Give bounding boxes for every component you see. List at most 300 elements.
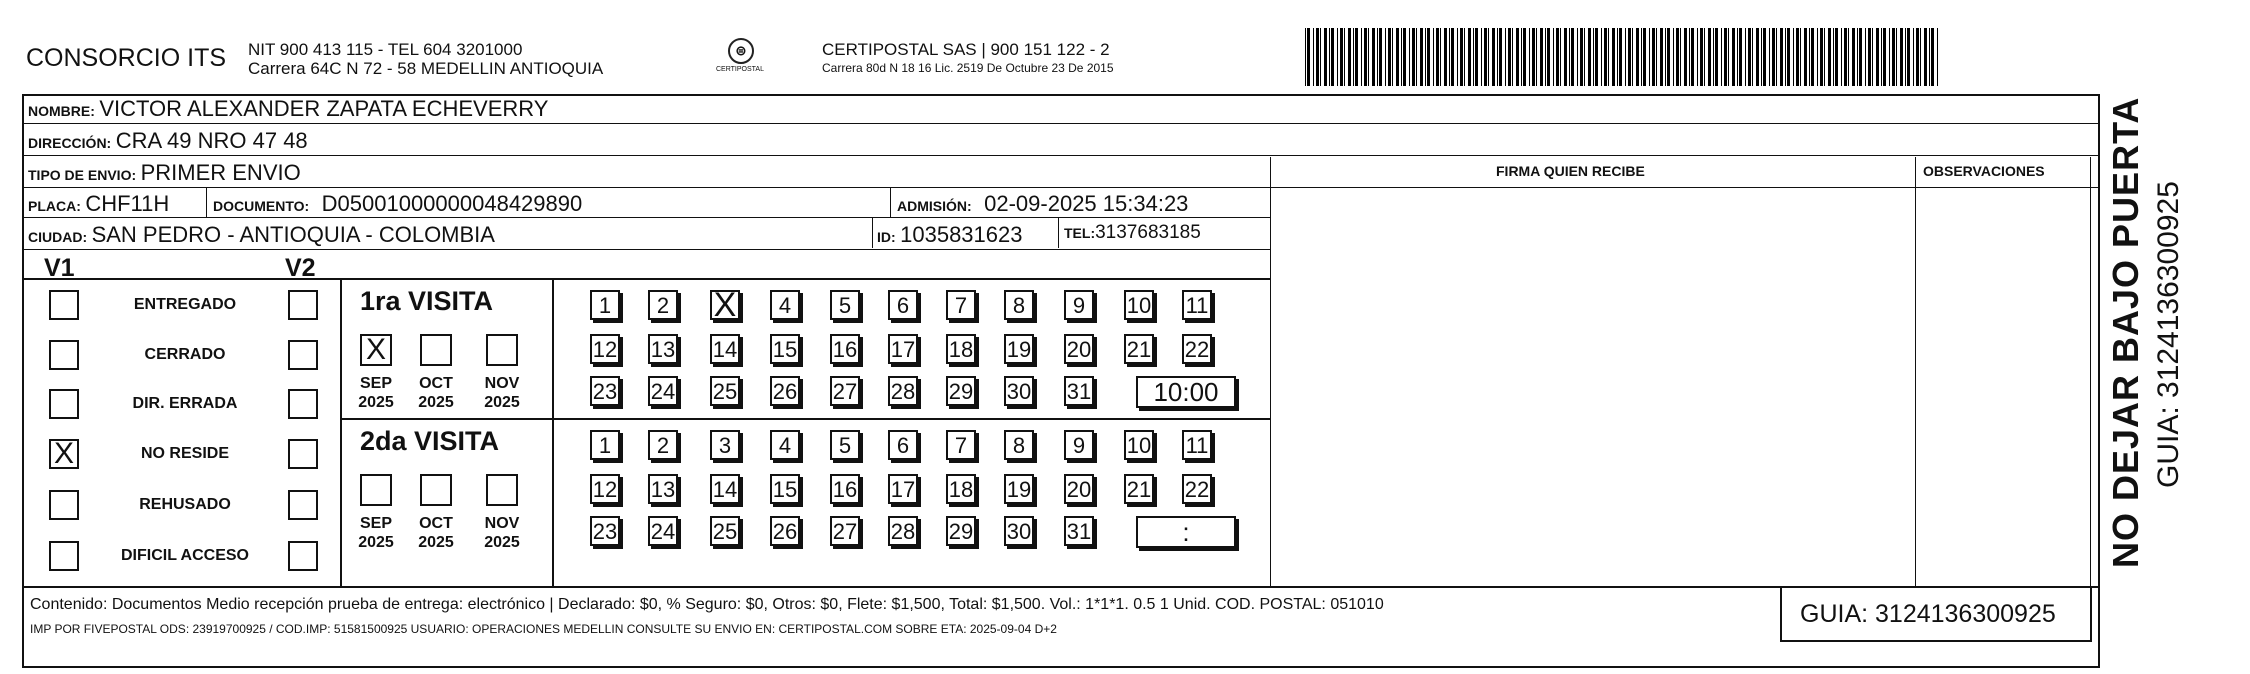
- day-box[interactable]: 10: [1124, 430, 1154, 460]
- month-year: 2025: [484, 534, 520, 551]
- company-info: [248, 40, 603, 78]
- barcode-bar: [1697, 28, 1698, 86]
- day-box[interactable]: 8: [1004, 290, 1034, 320]
- barcode-bar: [1739, 28, 1742, 86]
- barcode-bar: [1868, 28, 1871, 86]
- barcode-bar: [1497, 28, 1498, 86]
- visit-title: 1ra VISITA: [360, 286, 494, 316]
- barcode-bar: [1844, 28, 1847, 86]
- barcode-bar: [1876, 28, 1879, 86]
- month-label: [411, 374, 461, 412]
- day-box[interactable]: 29: [946, 376, 976, 406]
- status-v2-checkbox[interactable]: [288, 389, 318, 419]
- barcode-bar: [1377, 28, 1378, 86]
- day-box[interactable]: 30: [1004, 376, 1034, 406]
- barcode-bar: [1547, 28, 1550, 86]
- barcode-bar: [1516, 28, 1519, 86]
- month-label: [351, 514, 401, 552]
- day-box[interactable]: 8: [1004, 430, 1034, 460]
- day-box[interactable]: 13: [648, 474, 678, 504]
- barcode-bar: [1724, 28, 1727, 86]
- barcode-bar: [1804, 28, 1807, 86]
- ciudad-label: CIUDAD:: [28, 229, 88, 245]
- barcode-bar: [1556, 28, 1559, 86]
- barcode-bar: [1752, 28, 1753, 86]
- barcode-bar: [1523, 28, 1526, 86]
- barcode-bar: [1372, 28, 1375, 86]
- visit-time-field[interactable]: 10:00: [1136, 376, 1236, 408]
- barcode-bar: [1628, 28, 1631, 86]
- barcode-bar: [1881, 28, 1882, 86]
- barcode-bar: [1708, 28, 1711, 86]
- barcode-bar: [1865, 28, 1866, 86]
- day-box[interactable]: 15: [770, 474, 800, 504]
- month-checkbox[interactable]: X: [360, 334, 392, 366]
- barcode-bar: [1508, 28, 1511, 86]
- day-box[interactable]: 16: [830, 474, 860, 504]
- barcode-bar: [1313, 28, 1314, 86]
- barcode-bar: [1348, 28, 1351, 86]
- barcode-bar: [1776, 28, 1777, 86]
- status-v1-checkbox[interactable]: X: [49, 439, 79, 469]
- day-box[interactable]: 12: [590, 334, 620, 364]
- status-v1-checkbox[interactable]: [49, 389, 79, 419]
- day-box[interactable]: 11: [1182, 430, 1212, 460]
- barcode-bar: [1505, 28, 1506, 86]
- admision-field: [897, 191, 1188, 217]
- month-year: 2025: [484, 394, 520, 411]
- barcode-bar: [1564, 28, 1567, 86]
- barcode-bar: [1713, 28, 1714, 86]
- delivery-form-frame: [22, 94, 2100, 668]
- barcode-bar: [1385, 28, 1386, 86]
- tipo-envio-value: PRIMER ENVIO: [140, 160, 301, 185]
- day-box[interactable]: 13: [648, 334, 678, 364]
- barcode-bar: [1796, 28, 1799, 86]
- day-box[interactable]: 11: [1182, 290, 1212, 320]
- barcode-bar: [1545, 28, 1546, 86]
- barcode-bar: [1601, 28, 1602, 86]
- barcode-bar: [1841, 28, 1842, 86]
- day-box[interactable]: 4: [770, 430, 800, 460]
- tel-label: TEL:: [1064, 225, 1096, 241]
- barcode-bar: [1748, 28, 1751, 86]
- status-v2-checkbox[interactable]: [288, 439, 318, 469]
- barcode-bar: [1492, 28, 1495, 86]
- barcode-bar: [1684, 28, 1687, 86]
- barcode-bar: [1340, 28, 1343, 86]
- barcode-bar: [1931, 28, 1934, 86]
- barcode-bar: [1732, 28, 1735, 86]
- barcode-bar: [1883, 28, 1886, 86]
- placa-label: PLACA:: [28, 198, 81, 214]
- day-box[interactable]: 20: [1064, 334, 1094, 364]
- month-year: 2025: [358, 394, 394, 411]
- day-box[interactable]: 14: [710, 334, 740, 364]
- barcode-bar: [1521, 28, 1522, 86]
- barcode-bar: [1584, 28, 1585, 86]
- status-label: REHUSADO: [139, 496, 231, 513]
- day-box[interactable]: 28: [888, 516, 918, 546]
- day-box[interactable]: 6: [888, 430, 918, 460]
- barcode-bar: [1532, 28, 1535, 86]
- day-box[interactable]: 21: [1124, 474, 1154, 504]
- barcode-bar: [1800, 28, 1801, 86]
- ciudad-value: SAN PEDRO - ANTIOQUIA - COLOMBIA: [91, 222, 495, 247]
- barcode-bar: [1641, 28, 1642, 86]
- barcode-bar: [1905, 28, 1906, 86]
- barcode-bar: [1756, 28, 1759, 86]
- barcode-bar: [1680, 28, 1681, 86]
- day-box[interactable]: 5: [830, 430, 860, 460]
- barcode-bar: [1772, 28, 1775, 86]
- status-v1-checkbox[interactable]: [49, 290, 79, 320]
- certipostal-info: [822, 40, 1114, 78]
- barcode-bar: [1475, 28, 1478, 86]
- day-box[interactable]: 15: [770, 334, 800, 364]
- month-checkbox[interactable]: [420, 334, 452, 366]
- barcode-bar: [1835, 28, 1838, 86]
- status-v2-checkbox[interactable]: [288, 541, 318, 571]
- day-box[interactable]: 22: [1182, 474, 1212, 504]
- day-box[interactable]: 7: [946, 290, 976, 320]
- barcode-bar: [1353, 28, 1354, 86]
- day-box[interactable]: 26: [770, 516, 800, 546]
- barcode-bar: [1457, 28, 1458, 86]
- observaciones-label: OBSERVACIONES: [1923, 163, 2045, 179]
- id-field: [877, 222, 1022, 248]
- barcode-bar: [1700, 28, 1703, 86]
- barcode-bar: [1608, 28, 1609, 86]
- tel-value: 3137683185: [1095, 222, 1201, 243]
- barcode-bar: [1388, 28, 1391, 86]
- barcode-bar: [1761, 28, 1762, 86]
- company-name: CONSORCIO ITS: [26, 44, 227, 72]
- barcode-bar: [1436, 28, 1439, 86]
- month-checkbox[interactable]: [486, 474, 518, 506]
- barcode-bar: [1721, 28, 1722, 86]
- barcode-bar: [1481, 28, 1482, 86]
- month-label: [351, 374, 401, 412]
- day-box[interactable]: 2: [648, 290, 678, 320]
- day-box[interactable]: 22: [1182, 334, 1212, 364]
- barcode-bar: [1889, 28, 1890, 86]
- footer-impresion: IMP POR FIVEPOSTAL ODS: 23919700925 / COD.IMP: 51581500925 USUARIO: OPERACIONES MEDELLIN CONSULTE SU ENVIO EN: CERTIPOSTAL.COM SOBRE ETA: 2025-09-04 D+2: [30, 622, 1057, 636]
- day-box[interactable]: 17: [888, 334, 918, 364]
- barcode-bar: [1824, 28, 1825, 86]
- barcode-bar: [1512, 28, 1513, 86]
- visit-time-field[interactable]: :: [1136, 516, 1236, 548]
- barcode-bar: [1913, 28, 1914, 86]
- barcode-bar: [1427, 28, 1430, 86]
- barcode-bar: [1553, 28, 1554, 86]
- day-box[interactable]: 10: [1124, 290, 1154, 320]
- nombre-field: [28, 96, 548, 122]
- barcode-bar: [1652, 28, 1655, 86]
- barcode-bar: [1409, 28, 1410, 86]
- barcode-bar: [1643, 28, 1646, 86]
- firma-header: [1496, 163, 1645, 181]
- day-box[interactable]: 7: [946, 430, 976, 460]
- id-value: 1035831623: [900, 222, 1023, 247]
- certipostal-license: Carrera 80d N 18 16 Lic. 2519 De Octubre 23 De 2015: [822, 61, 1114, 75]
- status-v2-checkbox[interactable]: [288, 290, 318, 320]
- barcode-bar: [1560, 28, 1561, 86]
- barcode-bar: [1660, 28, 1663, 86]
- barcode-bar: [1676, 28, 1679, 86]
- day-box[interactable]: 9: [1064, 290, 1094, 320]
- barcode-bar: [1833, 28, 1834, 86]
- barcode-bar: [1379, 28, 1382, 86]
- day-box[interactable]: 31: [1064, 516, 1094, 546]
- month-year: 2025: [418, 394, 454, 411]
- barcode-bar: [1604, 28, 1607, 86]
- guia-number: GUIA: 3124136300925: [1780, 586, 2092, 642]
- barcode-bar: [1320, 28, 1321, 86]
- barcode-bar: [1763, 28, 1766, 86]
- certipostal-name: CERTIPOSTAL SAS | 900 151 122 - 2: [822, 40, 1110, 59]
- barcode-bar: [1859, 28, 1862, 86]
- day-box[interactable]: 12: [590, 474, 620, 504]
- barcode-bar: [1473, 28, 1474, 86]
- day-box[interactable]: 17: [888, 474, 918, 504]
- month-name: SEP: [359, 375, 392, 392]
- barcode-bar: [1920, 28, 1921, 86]
- barcode-bar: [1460, 28, 1463, 86]
- barcode-bar: [1355, 28, 1358, 86]
- barcode-bar: [1364, 28, 1367, 86]
- logo-icon: ⊜: [728, 38, 754, 64]
- month-name: NOV: [484, 515, 520, 532]
- day-box[interactable]: 1: [590, 430, 620, 460]
- status-label: ENTREGADO: [133, 296, 237, 313]
- nombre-label: NOMBRE:: [28, 103, 95, 119]
- status-v1-checkbox[interactable]: [49, 490, 79, 520]
- barcode-bar: [1444, 28, 1447, 86]
- day-box-marked[interactable]: X: [710, 290, 740, 320]
- admision-label: ADMISIÓN:: [897, 198, 972, 214]
- day-box[interactable]: 23: [590, 376, 620, 406]
- status-label: CERRADO: [144, 346, 226, 363]
- barcode-bar: [1625, 28, 1626, 86]
- day-box[interactable]: 27: [830, 376, 860, 406]
- certipostal-logo: [712, 36, 768, 92]
- barcode-bar: [1857, 28, 1858, 86]
- tipo-envio-label: TIPO DE ENVIO:: [28, 167, 137, 183]
- barcode-bar: [1529, 28, 1530, 86]
- firma-label: FIRMA QUIEN RECIBE: [1496, 163, 1645, 179]
- day-box[interactable]: 24: [648, 376, 678, 406]
- day-box[interactable]: 9: [1064, 430, 1094, 460]
- month-name: OCT: [419, 375, 453, 392]
- barcode-bar: [1569, 28, 1570, 86]
- admision-value: 02-09-2025 15:34:23: [984, 191, 1189, 216]
- barcode-bar: [1900, 28, 1903, 86]
- day-box[interactable]: 2: [648, 430, 678, 460]
- month-checkbox[interactable]: [420, 474, 452, 506]
- month-year: 2025: [358, 534, 394, 551]
- month-label: [411, 514, 461, 552]
- day-box[interactable]: 19: [1004, 474, 1034, 504]
- barcode-bar: [1416, 28, 1417, 86]
- v1-header: V1: [44, 254, 75, 282]
- barcode-bar: [1577, 28, 1578, 86]
- barcode-bar: [1667, 28, 1670, 86]
- status-label: DIR. ERRADA: [132, 395, 238, 412]
- ciudad-field: [28, 222, 495, 248]
- barcode-bar: [1588, 28, 1591, 86]
- logo-text: CERTIPOSTAL: [716, 66, 764, 73]
- barcode-bar: [1412, 28, 1415, 86]
- observaciones-header: [1923, 163, 2045, 181]
- day-box[interactable]: 16: [830, 334, 860, 364]
- barcode-bar: [1649, 28, 1650, 86]
- day-box[interactable]: 25: [710, 376, 740, 406]
- barcode-bar: [1595, 28, 1598, 86]
- barcode-bar: [1691, 28, 1694, 86]
- barcode-bar: [1451, 28, 1454, 86]
- barcode-bar: [1617, 28, 1618, 86]
- month-label: [477, 514, 527, 552]
- barcode-bar: [1499, 28, 1502, 86]
- barcode-bar: [1536, 28, 1537, 86]
- status-v1-checkbox[interactable]: [49, 541, 79, 571]
- day-box[interactable]: 25: [710, 516, 740, 546]
- documento-field: [213, 191, 582, 217]
- barcode-bar: [1488, 28, 1489, 86]
- nombre-value: VICTOR ALEXANDER ZAPATA ECHEVERRY: [99, 96, 549, 121]
- day-box[interactable]: 26: [770, 376, 800, 406]
- barcode-bar: [1425, 28, 1426, 86]
- day-box[interactable]: 4: [770, 290, 800, 320]
- barcode-bar: [1924, 28, 1927, 86]
- barcode-bar: [1745, 28, 1746, 86]
- v2-header: V2: [285, 254, 316, 282]
- barcode-bar: [1331, 28, 1334, 86]
- barcode-bar: [1872, 28, 1873, 86]
- day-box[interactable]: 29: [946, 516, 976, 546]
- barcode-bar: [1820, 28, 1823, 86]
- day-box[interactable]: 21: [1124, 334, 1154, 364]
- barcode-bar: [1612, 28, 1615, 86]
- barcode-bar: [1392, 28, 1393, 86]
- barcode-bar: [1728, 28, 1729, 86]
- direccion-field: [28, 128, 308, 154]
- barcode-bar: [1780, 28, 1783, 86]
- day-box[interactable]: 6: [888, 290, 918, 320]
- barcode-bar: [1929, 28, 1930, 86]
- barcode-bar: [1787, 28, 1790, 86]
- barcode-bar: [1632, 28, 1633, 86]
- barcode-bar: [1619, 28, 1622, 86]
- day-box[interactable]: 23: [590, 516, 620, 546]
- barcode-bar: [1396, 28, 1399, 86]
- barcode-bar: [1324, 28, 1327, 86]
- company-address: Carrera 64C N 72 - 58 MEDELLIN ANTIOQUIA: [248, 59, 604, 78]
- day-box[interactable]: 18: [946, 334, 976, 364]
- month-label: [477, 374, 527, 412]
- barcode-bar: [1361, 28, 1362, 86]
- barcode-bar: [1440, 28, 1441, 86]
- day-box[interactable]: 31: [1064, 376, 1094, 406]
- barcode-bar: [1468, 28, 1471, 86]
- barcode-bar: [1316, 28, 1319, 86]
- barcode-bar: [1704, 28, 1705, 86]
- day-box[interactable]: 19: [1004, 334, 1034, 364]
- barcode-bar: [1809, 28, 1810, 86]
- day-box[interactable]: 24: [648, 516, 678, 546]
- barcode-bar: [1785, 28, 1786, 86]
- barcode-bar: [1665, 28, 1666, 86]
- day-box[interactable]: 18: [946, 474, 976, 504]
- month-checkbox[interactable]: [360, 474, 392, 506]
- id-label: ID:: [877, 229, 896, 245]
- documento-label: DOCUMENTO:: [213, 198, 310, 214]
- day-box[interactable]: 3: [710, 430, 740, 460]
- barcode-bar: [1571, 28, 1574, 86]
- side-notice: NO DEJAR BAJO PUERTA: [2105, 96, 2146, 568]
- barcode-bar: [1892, 28, 1895, 86]
- barcode-bar: [1449, 28, 1450, 86]
- barcode-bar: [1580, 28, 1583, 86]
- documento-value: D05001000000048429890: [321, 191, 583, 216]
- tel-field: [1064, 222, 1201, 244]
- day-box[interactable]: 27: [830, 516, 860, 546]
- month-name: OCT: [419, 515, 453, 532]
- barcode-bar: [1636, 28, 1639, 86]
- barcode-bar: [1401, 28, 1402, 86]
- barcode: [1305, 28, 1940, 86]
- barcode-bar: [1769, 28, 1770, 86]
- barcode-bar: [1896, 28, 1897, 86]
- barcode-bar: [1593, 28, 1594, 86]
- status-v2-checkbox[interactable]: [288, 340, 318, 370]
- barcode-bar: [1848, 28, 1849, 86]
- day-box[interactable]: 5: [830, 290, 860, 320]
- month-name: SEP: [359, 515, 392, 532]
- barcode-bar: [1344, 28, 1345, 86]
- status-v2-checkbox[interactable]: [288, 490, 318, 520]
- placa-field: [28, 191, 169, 217]
- barcode-bar: [1305, 28, 1306, 86]
- barcode-bar: [1689, 28, 1690, 86]
- barcode-bar: [1403, 28, 1406, 86]
- barcode-bar: [1793, 28, 1794, 86]
- placa-value: CHF11H: [85, 191, 170, 216]
- side-guia: GUIA: 3124136300925: [2152, 181, 2185, 488]
- barcode-bar: [1433, 28, 1434, 86]
- barcode-bar: [1828, 28, 1831, 86]
- day-box[interactable]: 14: [710, 474, 740, 504]
- day-box[interactable]: 20: [1064, 474, 1094, 504]
- barcode-bar: [1916, 28, 1919, 86]
- barcode-bar: [1907, 28, 1910, 86]
- barcode-bar: [1368, 28, 1369, 86]
- day-box[interactable]: 1: [590, 290, 620, 320]
- barcode-bar: [1852, 28, 1855, 86]
- month-name: NOV: [484, 375, 520, 392]
- footer-contenido: Contenido: Documentos Medio recepción prueba de entrega: electrónico | Declarado: $0, % Seguro: $0, Otros: $0, Flete: $1,500, Total: $1,500. Vol.: 1*1*1. 0.5 1 Unid. COD. POSTAL: 051010: [30, 596, 1384, 613]
- barcode-bar: [1937, 28, 1938, 86]
- tipo-envio-field: [28, 160, 301, 186]
- day-box[interactable]: 30: [1004, 516, 1034, 546]
- barcode-bar: [1540, 28, 1543, 86]
- barcode-bar: [1484, 28, 1487, 86]
- barcode-bar: [1817, 28, 1818, 86]
- month-checkbox[interactable]: [486, 334, 518, 366]
- status-v1-checkbox[interactable]: [49, 340, 79, 370]
- day-box[interactable]: 28: [888, 376, 918, 406]
